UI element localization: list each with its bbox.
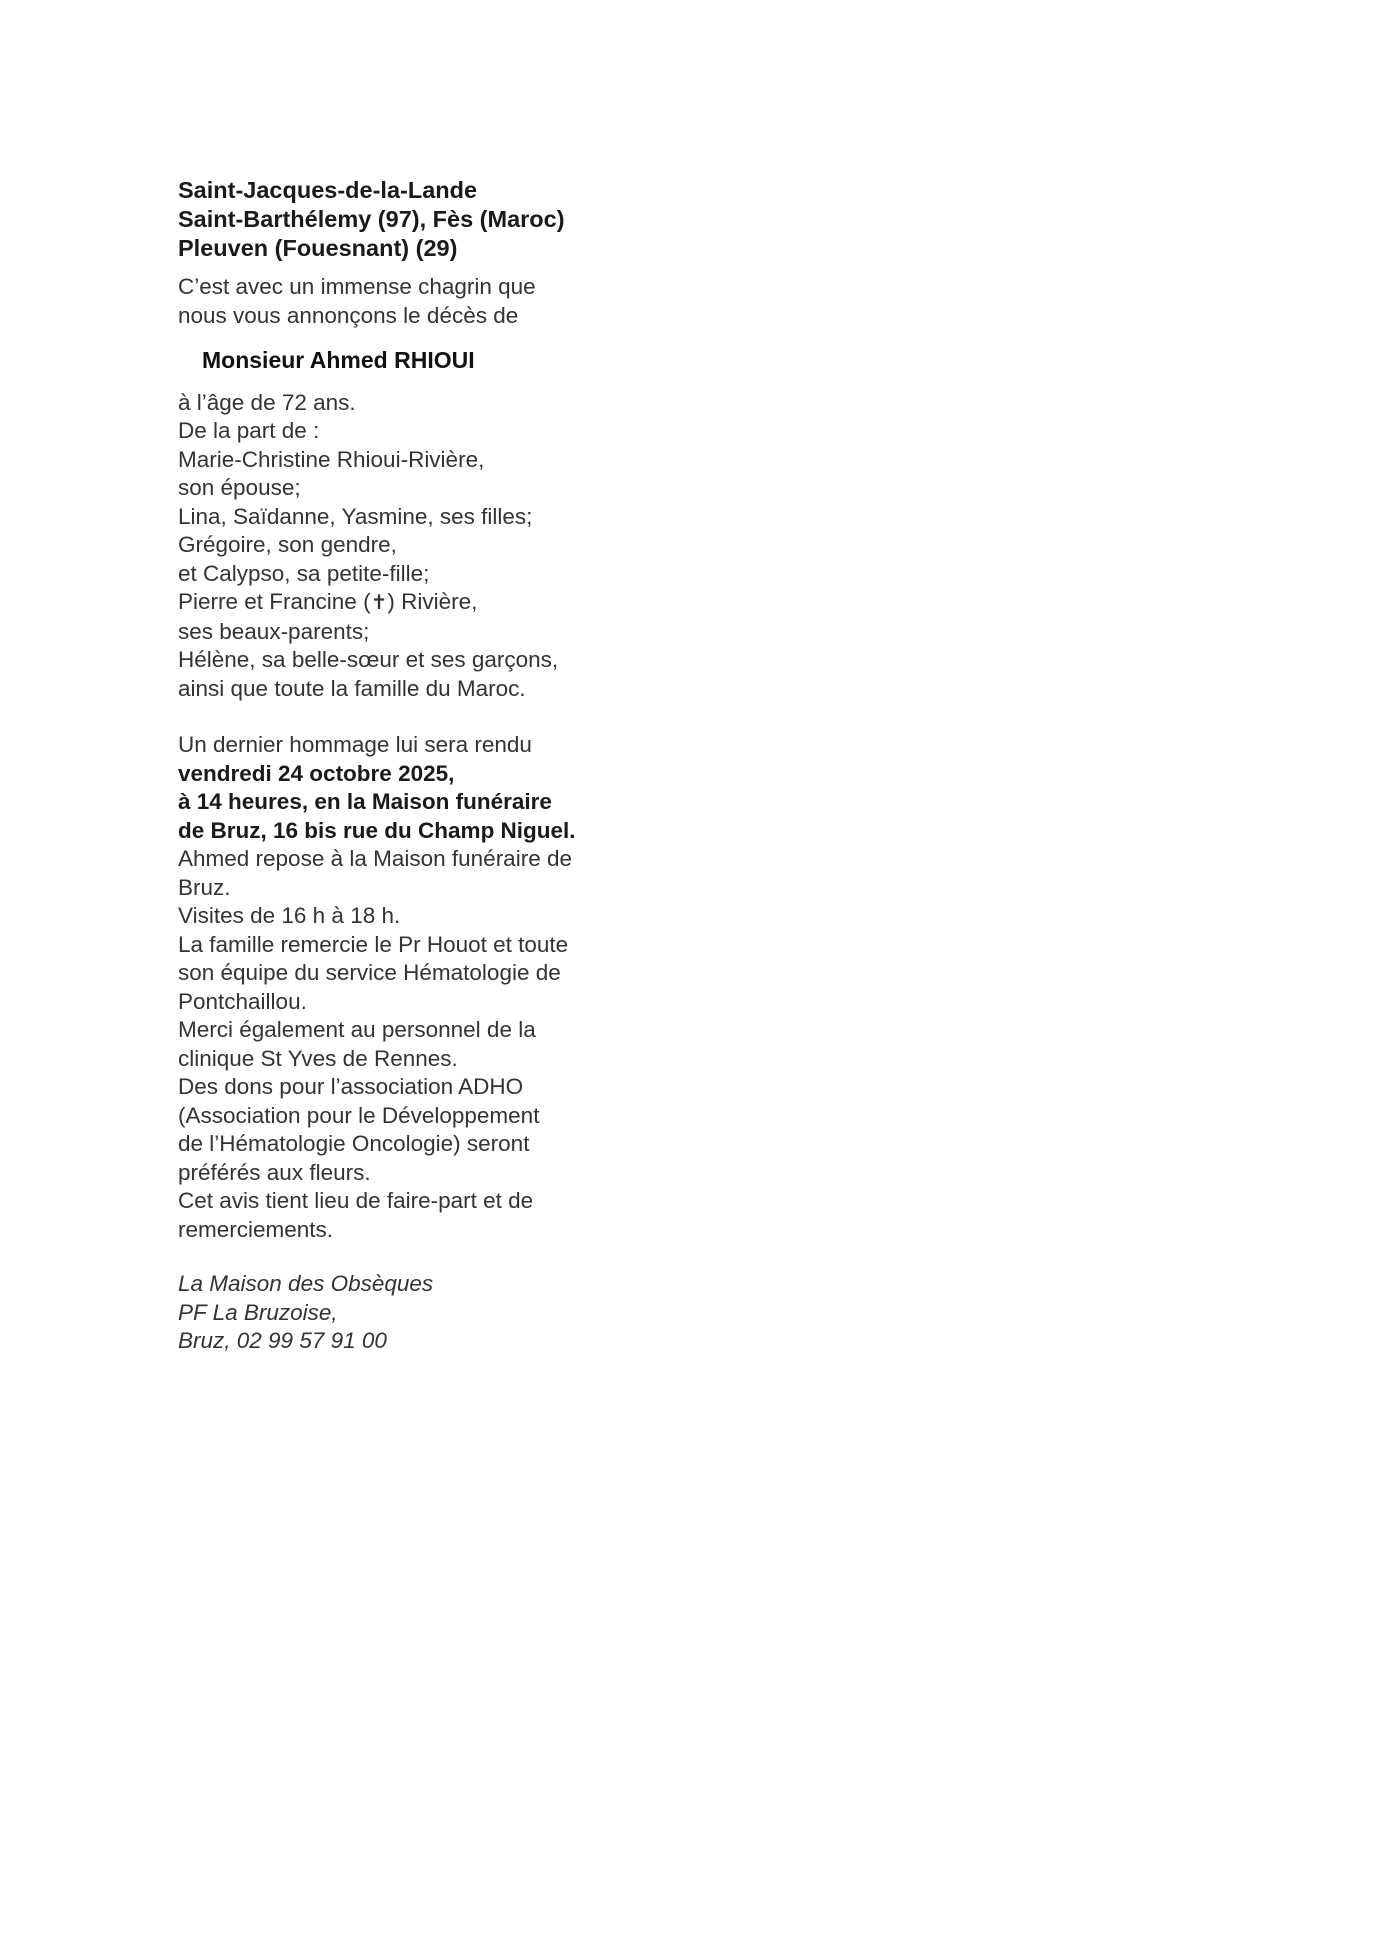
- family-line: Hélène, sa belle-sœur et ses garçons,: [178, 647, 559, 672]
- cross-line-suffix: ) Rivière,: [387, 589, 478, 614]
- family-line: son épouse;: [178, 475, 301, 500]
- family-line: ainsi que toute la famille du Maroc.: [178, 675, 526, 701]
- ceremony-line: Visites de 16 h à 18 h.: [178, 903, 401, 928]
- ceremony-line: de l’Hématologie Oncologie) seront: [178, 1131, 530, 1156]
- family-line: Marie-Christine Rhioui-Rivière,: [178, 446, 485, 472]
- family-list: [178, 389, 638, 704]
- obituary-notice: [178, 176, 638, 1356]
- ceremony-line: Cet avis tient lieu de faire-part et de: [178, 1188, 534, 1213]
- family-line-with-cross: [178, 588, 638, 618]
- ceremony-line: Des dons pour l’association ADHO: [178, 1074, 524, 1099]
- ceremony-time-place: à 14 heures, en la Maison funéraire: [178, 789, 552, 814]
- ceremony-date: vendredi 24 octobre 2025,: [178, 760, 455, 786]
- place-line: Pleuven (Fouesnant) (29): [178, 235, 458, 261]
- intro-line: nous vous annonçons le décès de: [178, 302, 519, 328]
- announcement-intro: [178, 273, 638, 330]
- cross-line-prefix: Pierre et Francine (: [178, 589, 371, 614]
- family-line: à l’âge de 72 ans.: [178, 389, 356, 415]
- ceremony-details: [178, 731, 638, 1244]
- ceremony-line: son équipe du service Hématologie de: [178, 960, 561, 985]
- place-line: Saint-Barthélemy (97), Fès (Maroc): [178, 206, 565, 232]
- family-line: Grégoire, son gendre,: [178, 532, 397, 557]
- ceremony-line: préférés aux fleurs.: [178, 1159, 371, 1185]
- ceremony-line: Bruz.: [178, 874, 231, 900]
- family-line: Lina, Saïdanne, Yasmine, ses filles;: [178, 503, 533, 529]
- funeral-home-phone: Bruz, 02 99 57 91 00: [178, 1328, 387, 1353]
- ceremony-intro: Un dernier hommage lui sera rendu: [178, 732, 532, 757]
- ceremony-line: remerciements.: [178, 1216, 334, 1242]
- ceremony-line: La famille remercie le Pr Houot et toute: [178, 931, 569, 957]
- funeral-home-line: PF La Bruzoise,: [178, 1299, 338, 1325]
- ceremony-line: Pontchaillou.: [178, 988, 307, 1014]
- funeral-home-signature: [178, 1270, 638, 1356]
- funeral-home-line: La Maison des Obsèques: [178, 1271, 434, 1296]
- family-line: ses beaux-parents;: [178, 618, 370, 644]
- ceremony-line: clinique St Yves de Rennes.: [178, 1045, 458, 1071]
- place-line: Saint-Jacques-de-la-Lande: [178, 177, 478, 203]
- cross-icon: ✝: [370, 592, 388, 614]
- family-line: De la part de :: [178, 418, 320, 443]
- places-heading: [178, 176, 638, 263]
- ceremony-address: de Bruz, 16 bis rue du Champ Niguel.: [178, 817, 576, 843]
- intro-line: C’est avec un immense chagrin que: [178, 274, 536, 299]
- deceased-name: Monsieur Ahmed RHIOUI: [202, 347, 475, 373]
- ceremony-line: (Association pour le Développement: [178, 1102, 540, 1128]
- ceremony-line: Ahmed repose à la Maison funéraire de: [178, 846, 572, 871]
- family-line: et Calypso, sa petite-fille;: [178, 560, 430, 586]
- ceremony-line: Merci également au personnel de la: [178, 1017, 536, 1042]
